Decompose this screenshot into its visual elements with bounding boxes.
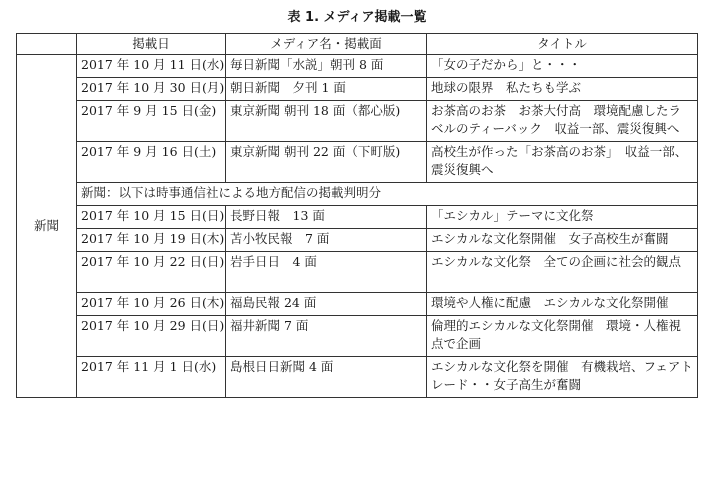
table-row — [17, 78, 698, 101]
title-cell: 「女の子だから」と・・・ — [427, 55, 698, 78]
table-row — [17, 357, 698, 398]
category-cell: 新聞 — [17, 55, 77, 398]
table-row — [17, 316, 698, 357]
title-cell: エシカルな文化祭 全ての企画に社会的観点 — [427, 252, 698, 293]
date-cell: 2017 年 10 月 11 日(水) — [77, 55, 226, 78]
media-cell: 長野日報 13 面 — [226, 206, 427, 229]
header-media: メディア名・掲載面 — [226, 34, 427, 55]
media-cell: 毎日新聞「水説」朝刊 8 面 — [226, 55, 427, 78]
date-cell: 2017 年 9 月 16 日(土) — [77, 142, 226, 183]
title-cell: エシカルな文化祭開催 女子高校生が奮闘 — [427, 229, 698, 252]
table-row — [17, 206, 698, 229]
header-row — [17, 34, 698, 55]
title-cell: お茶高のお茶 お茶大付高 環境配慮したラベルのティーバック 収益一部、震災復興へ — [427, 101, 698, 142]
media-cell: 東京新聞 朝刊 18 面（都心版) — [226, 101, 427, 142]
table-row — [17, 55, 698, 78]
media-cell: 苫小牧民報 7 面 — [226, 229, 427, 252]
media-cell: 岩手日日 4 面 — [226, 252, 427, 293]
table-row — [17, 293, 698, 316]
table-row — [17, 252, 698, 293]
title-cell: 高校生が作った「お茶高のお茶」 収益一部、震災復興へ — [427, 142, 698, 183]
media-cell: 東京新聞 朝刊 22 面（下町版) — [226, 142, 427, 183]
date-cell: 2017 年 10 月 26 日(木) — [77, 293, 226, 316]
header-title: タイトル — [427, 34, 698, 55]
title-cell: 環境や人権に配慮 エシカルな文化祭開催 — [427, 293, 698, 316]
title-cell: エシカルな文化祭を開催 有機栽培、フェアトレード・・女子高生が奮闘 — [427, 357, 698, 398]
media-cell: 福井新聞 7 面 — [226, 316, 427, 357]
date-cell: 2017 年 10 月 15 日(日) — [77, 206, 226, 229]
date-cell: 2017 年 9 月 15 日(金) — [77, 101, 226, 142]
title-cell: 「エシカル」テーマに文化祭 — [427, 206, 698, 229]
header-blank — [17, 34, 77, 55]
header-date: 掲載日 — [77, 34, 226, 55]
table-row — [17, 101, 698, 142]
note-cell: 新聞：以下は時事通信社による地方配信の掲載判明分 — [77, 183, 698, 206]
table-caption: 表 1. メディア掲載一覧 — [287, 10, 427, 25]
title-cell: 地球の限界 私たちも学ぶ — [427, 78, 698, 101]
date-cell: 2017 年 10 月 22 日(日) — [77, 252, 226, 293]
title-cell: 倫理的エシカルな文化祭開催 環境・人権視点で企画 — [427, 316, 698, 357]
media-cell: 朝日新聞 夕刊 1 面 — [226, 78, 427, 101]
date-cell: 2017 年 10 月 30 日(月) — [77, 78, 226, 101]
table-row — [17, 229, 698, 252]
table-row — [17, 142, 698, 183]
date-cell: 2017 年 10 月 29 日(日) — [77, 316, 226, 357]
note-row — [17, 183, 698, 206]
media-coverage-table — [16, 33, 698, 398]
date-cell: 2017 年 11 月 1 日(水) — [77, 357, 226, 398]
date-cell: 2017 年 10 月 19 日(木) — [77, 229, 226, 252]
media-cell: 福島民報 24 面 — [226, 293, 427, 316]
media-cell: 島根日日新聞 4 面 — [226, 357, 427, 398]
